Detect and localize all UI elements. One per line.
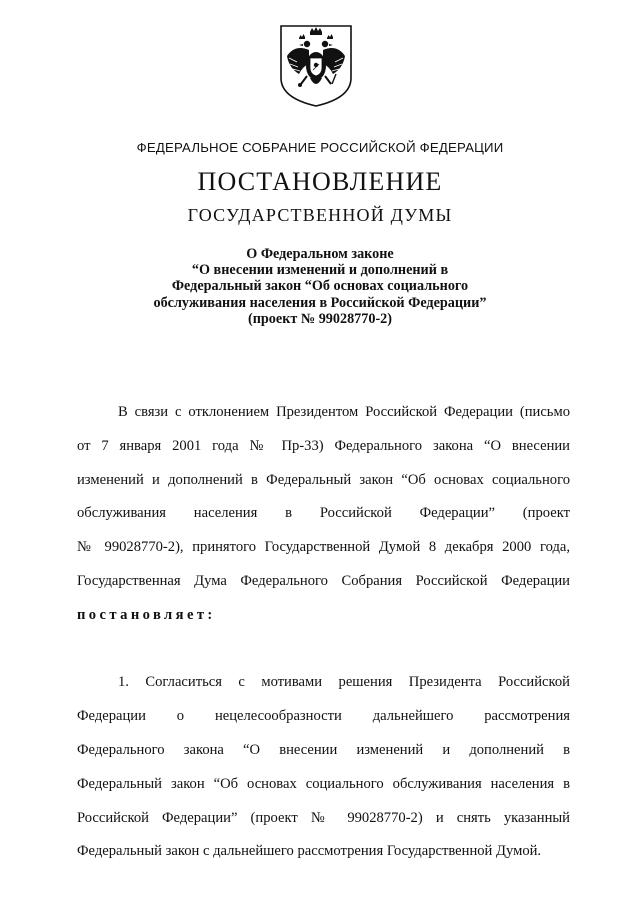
paragraph-item-1 [77, 666, 570, 869]
subject-line: обслуживания населения в Российской Федерации” [153, 294, 487, 311]
text-line: Федеральный закон “Об основах социального обслуживания населения в [77, 775, 570, 792]
issuing-body: ГОСУДАРСТВЕННОЙ ДУМЫ [187, 205, 453, 225]
document-type-title: ПОСТАНОВЛЕНИЕ [197, 167, 443, 196]
text-line: обслуживания населения в Российской Федерации” (проект [77, 505, 570, 522]
text-line: Федеральный закон с дальнейшего рассмотрения Государственной Думой. [77, 843, 542, 860]
text-line: В связи с отклонением Президентом Российской Федерации (письмо [118, 404, 570, 420]
text-line: Российской Федерации” (проект № 99028770-2) и снять указанный [77, 809, 570, 826]
text-line: Федерации о нецелесообразности дальнейшего рассмотрения [77, 708, 570, 725]
document-body [77, 396, 570, 869]
text-line: Федерального закона “О внесении изменений и дополнений в [77, 741, 570, 758]
coat-of-arms-emblem [273, 22, 359, 108]
text-line: 1. Согласиться с мотивами решения Президента Российской [118, 674, 570, 691]
subject-line: Федеральный закон “Об основах социального [171, 278, 469, 295]
subject-line: О Федеральном законе [246, 246, 394, 262]
text-line: № 99028770-2), принятого Государственной Думой 8 декабря 2000 года, [77, 539, 570, 556]
text-line: изменений и дополнений в Федеральный закон “Об основах социального [77, 471, 570, 488]
organization-name: ФЕДЕРАЛЬНОЕ СОБРАНИЕ РОССИЙСКОЙ ФЕДЕРАЦИИ [136, 140, 504, 155]
text-line: от 7 января 2001 года № Пр-33) Федерального закона “О внесении [77, 437, 570, 454]
document-subject [100, 246, 540, 327]
subject-line: “О внесении изменений и дополнений в [191, 262, 449, 279]
paragraph-preamble [77, 396, 570, 633]
resolves-word: постановляет: [77, 606, 216, 623]
text-line: Государственная Дума Федерального Собрания Российской Федерации [77, 572, 570, 589]
subject-line: (проект № 99028770-2) [248, 310, 392, 327]
